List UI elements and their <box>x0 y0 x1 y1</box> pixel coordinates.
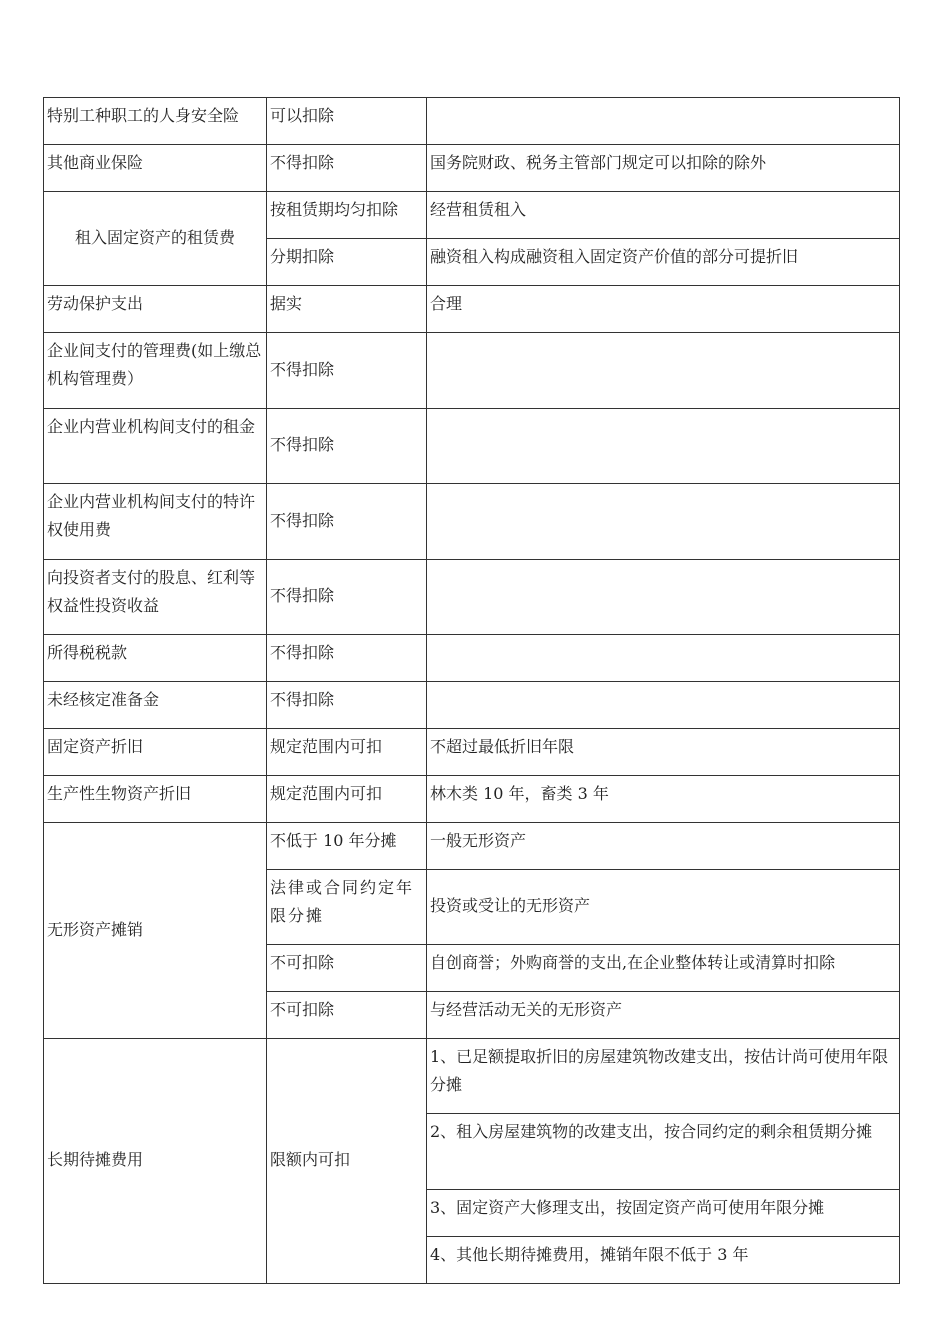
item-cell: 企业内营业机构间支付的特许权使用费 <box>44 484 267 560</box>
note-cell: 与经营活动无关的无形资产 <box>427 992 900 1039</box>
item-cell: 所得税税款 <box>44 635 267 682</box>
rule-cell: 不得扣除 <box>267 560 427 635</box>
rule-cell: 按租赁期均匀扣除 <box>267 192 427 239</box>
item-cell: 未经核定准备金 <box>44 682 267 729</box>
item-cell: 向投资者支付的股息、红利等权益性投资收益 <box>44 560 267 635</box>
rule-cell: 不可扣除 <box>267 945 427 992</box>
note-cell: 国务院财政、税务主管部门规定可以扣除的除外 <box>427 145 900 192</box>
table-row <box>44 98 900 145</box>
note-cell: 自创商誉；外购商誉的支出,在企业整体转让或清算时扣除 <box>427 945 900 992</box>
rule-cell: 不可扣除 <box>267 992 427 1039</box>
table-row <box>44 192 900 239</box>
table-row <box>44 776 900 823</box>
rule-cell: 分期扣除 <box>267 239 427 286</box>
table-row <box>44 635 900 682</box>
note-cell <box>427 560 900 635</box>
deduction-table <box>43 97 900 1284</box>
note-cell: 林木类 10 年，畜类 3 年 <box>427 776 900 823</box>
item-cell: 特别工种职工的人身安全险 <box>44 98 267 145</box>
table-row <box>44 286 900 333</box>
table-row <box>44 333 900 409</box>
item-cell: 企业间支付的管理费(如上缴总机构管理费） <box>44 333 267 409</box>
rule-cell: 可以扣除 <box>267 98 427 145</box>
note-cell: 合理 <box>427 286 900 333</box>
note-cell: 经营租赁租入 <box>427 192 900 239</box>
item-cell: 其他商业保险 <box>44 145 267 192</box>
item-cell: 企业内营业机构间支付的租金 <box>44 409 267 484</box>
note-cell <box>427 98 900 145</box>
note-cell: 1、已足额提取折旧的房屋建筑物改建支出，按估计尚可使用年限分摊 <box>427 1039 900 1114</box>
table-row <box>44 729 900 776</box>
rule-cell: 不得扣除 <box>267 635 427 682</box>
table-row <box>44 484 900 560</box>
note-cell: 4、其他长期待摊费用，摊销年限不低于 3 年 <box>427 1237 900 1284</box>
item-cell: 长期待摊费用 <box>44 1039 267 1284</box>
table-row <box>44 145 900 192</box>
note-cell <box>427 484 900 560</box>
item-cell: 固定资产折旧 <box>44 729 267 776</box>
table-row <box>44 1039 900 1114</box>
note-cell: 不超过最低折旧年限 <box>427 729 900 776</box>
table-row <box>44 682 900 729</box>
item-cell: 生产性生物资产折旧 <box>44 776 267 823</box>
rule-cell: 限额内可扣 <box>267 1039 427 1284</box>
rule-cell: 不得扣除 <box>267 333 427 409</box>
note-cell: 2、租入房屋建筑物的改建支出，按合同约定的剩余租赁期分摊 <box>427 1114 900 1190</box>
rule-cell: 据实 <box>267 286 427 333</box>
note-cell <box>427 333 900 409</box>
rule-cell: 规定范围内可扣 <box>267 729 427 776</box>
rule-cell: 不得扣除 <box>267 409 427 484</box>
note-cell <box>427 635 900 682</box>
note-cell: 3、固定资产大修理支出，按固定资产尚可使用年限分摊 <box>427 1190 900 1237</box>
rule-cell: 不低于 10 年分摊 <box>267 823 427 870</box>
note-cell: 融资租入构成融资租入固定资产价值的部分可提折旧 <box>427 239 900 286</box>
item-cell: 无形资产摊销 <box>44 823 267 1039</box>
rule-cell: 不得扣除 <box>267 484 427 560</box>
rule-cell: 法律或合同约定年限分摊 <box>267 870 427 945</box>
note-cell <box>427 682 900 729</box>
table-row <box>44 409 900 484</box>
item-cell: 租入固定资产的租赁费 <box>44 192 267 286</box>
table-row <box>44 560 900 635</box>
table-row <box>44 823 900 870</box>
note-cell: 投资或受让的无形资产 <box>427 870 900 945</box>
note-cell <box>427 409 900 484</box>
rule-cell: 规定范围内可扣 <box>267 776 427 823</box>
rule-cell: 不得扣除 <box>267 145 427 192</box>
item-cell: 劳动保护支出 <box>44 286 267 333</box>
rule-cell: 不得扣除 <box>267 682 427 729</box>
note-cell: 一般无形资产 <box>427 823 900 870</box>
